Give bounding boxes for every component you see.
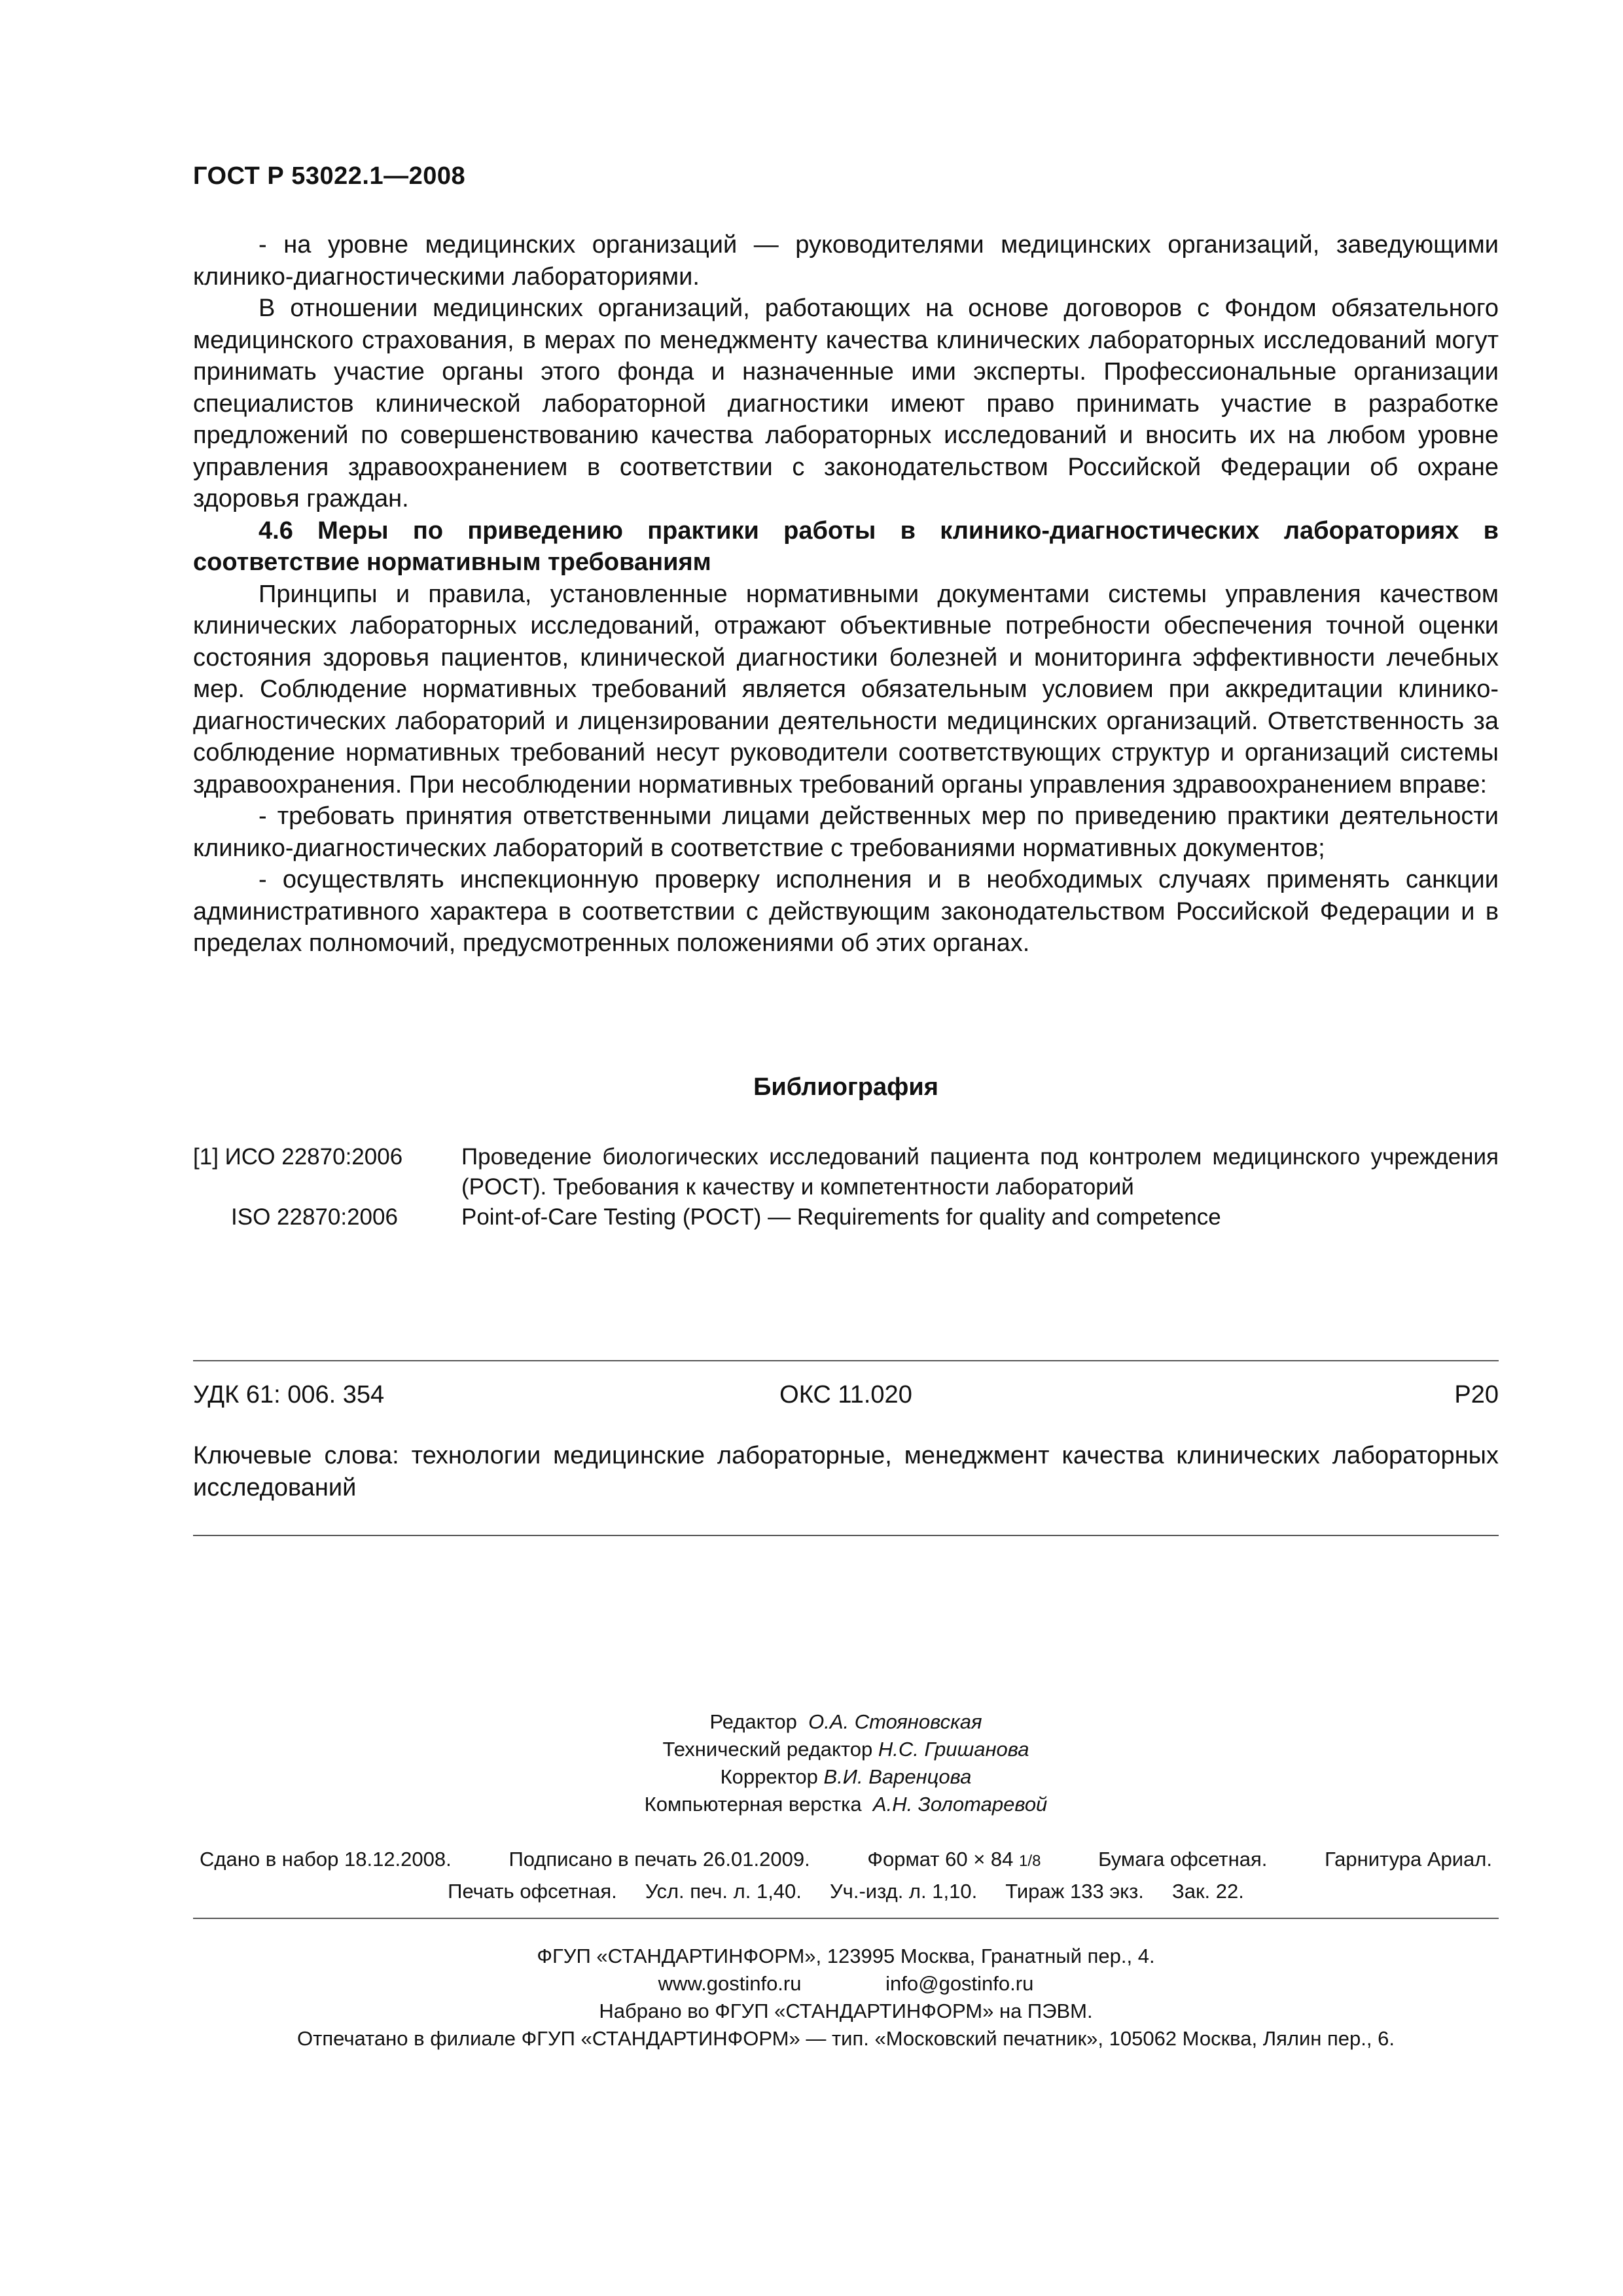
credit-corrector: Корректор В.И. Варенцова <box>720 1765 972 1788</box>
keywords: Ключевые слова: технологии медицинские лабораторные, менеджмент качества клинических лабораторных исследований <box>193 1442 1499 1501</box>
paragraph: Принципы и правила, установленные нормативными документами системы управления качеством клинических лабораторных исследований, отражают объективные потребности обеспечения точной оценки состояния здоровья пациентов, клинической диагностики болезней и мониторинга эффективности лечебных мер. Соблюдение нормативных требований является обязательным условием при аккредитации клинико-диагностических лабораторий и лицензировании деятельности медицинских организаций. Ответственность за соблюдение нормативных требований несут руководители соответствующих структур и организаций системы здравоохранения. При несоблюдении нормативных требований органы управления здравоохранением вправе: <box>193 580 1499 798</box>
publisher-contacts <box>193 1970 1499 1998</box>
divider <box>193 1360 1499 1361</box>
submitted-date: Сдано в набор 18.12.2008. <box>200 1848 452 1871</box>
format: Формат 60 × 84 1/8 <box>867 1848 1041 1871</box>
print-info-row <box>193 1844 1499 1876</box>
bibliography-text: Point-of-Care Testing (POCT) — Requirements for quality and competence <box>461 1204 1221 1230</box>
body-text <box>193 229 1499 960</box>
bibliography-ref: [1] ИСО 22870:2006 <box>193 1144 403 1170</box>
list-item: - осуществлять инспекционную проверку исполнения и в необходимых случаях применять санкции административного характера в соответствии с действующим законодательством Российской Федерации и в пределах полномочий, предусмотренных положениями об этих органах. <box>193 866 1499 957</box>
bibliography-title: Библиография <box>753 1073 938 1101</box>
classification-row <box>193 1381 1499 1409</box>
document-number: ГОСТ Р 53022.1—2008 <box>193 162 466 190</box>
credit-editor: Редактор О.А. Стояновская <box>709 1710 982 1733</box>
bibliography-text: Проведение биологических исследований пациента под контролем медицинского учреждения (POCT). Требования к качеству и компетентности лабораторий <box>461 1144 1499 1200</box>
website-link[interactable]: www.gostinfo.ru <box>658 1972 802 1995</box>
publisher-info <box>193 1943 1499 2053</box>
credit-tech-editor: Технический редактор Н.С. Гришанова <box>662 1738 1029 1761</box>
paragraph: В отношении медицинских организаций, работающих на основе договоров с Фондом обязательного медицинского страхования, в мерах по менеджменту качества клинических лабораторных исследований могут принимать участие органы этого фонда и назначенные ими эксперты. Профессиональные организации специалистов клинической лабораторной диагностики имеют право принимать участие в разработке предложений по совершенствованию качества лабораторных исследований и вносить их на любом уровне управления здравоохранением в соответствии с законодательством Российской Федерации об охране здоровья граждан. <box>193 295 1499 512</box>
bibliography-entry <box>193 1142 1499 1202</box>
typeface: Гарнитура Ариал. <box>1325 1848 1492 1871</box>
paragraph: - на уровне медицинских организаций — руководителями медицинских организаций, заведующими клинико-диагностическими лабораториями. <box>193 231 1499 291</box>
typeset-note: Набрано во ФГУП «СТАНДАРТИНФОРМ» на ПЭВМ. <box>599 2000 1093 2022</box>
divider <box>193 1535 1499 1536</box>
print-info-row: Печать офсетная. Усл. печ. л. 1,40. Уч.-изд. л. 1,10. Тираж 133 экз. Зак. 22. <box>448 1880 1244 1903</box>
publisher-address: ФГУП «СТАНДАРТИНФОРМ», 123995 Москва, Гранатный пер., 4. <box>537 1945 1155 1967</box>
list-item: - требовать принятия ответственными лицами действенных мер по приведению практики деятельности клинико-диагностических лабораторий в соответствие с требованиями нормативных документов; <box>193 802 1499 862</box>
category-code: P20 <box>1454 1381 1499 1408</box>
divider <box>193 1918 1499 1919</box>
bibliography-ref: ISO 22870:2006 <box>231 1204 398 1230</box>
bibliography-list <box>193 1142 1499 1232</box>
oks-code: ОКС 11.020 <box>779 1381 912 1408</box>
printed-note: Отпечатано в филиале ФГУП «СТАНДАРТИНФОРМ» — тип. «Московский печатник», 105062 Москва, Лялин пер., 6. <box>297 2027 1395 2050</box>
credit-layout: Компьютерная верстка А.Н. Золотаревой <box>644 1793 1048 1816</box>
section-heading: 4.6 Меры по приведению практики работы в клинико-диагностических лабораториях в соответствие нормативным требованиям <box>193 516 1499 576</box>
bibliography-entry <box>193 1202 1499 1232</box>
udk-code: УДК 61: 006. 354 <box>193 1381 385 1408</box>
print-info <box>193 1844 1499 1907</box>
credits <box>193 1708 1499 1818</box>
signed-date: Подписано в печать 26.01.2009. <box>508 1848 810 1871</box>
email-link[interactable]: info@gostinfo.ru <box>885 1972 1034 1995</box>
paper-type: Бумага офсетная. <box>1098 1848 1268 1871</box>
